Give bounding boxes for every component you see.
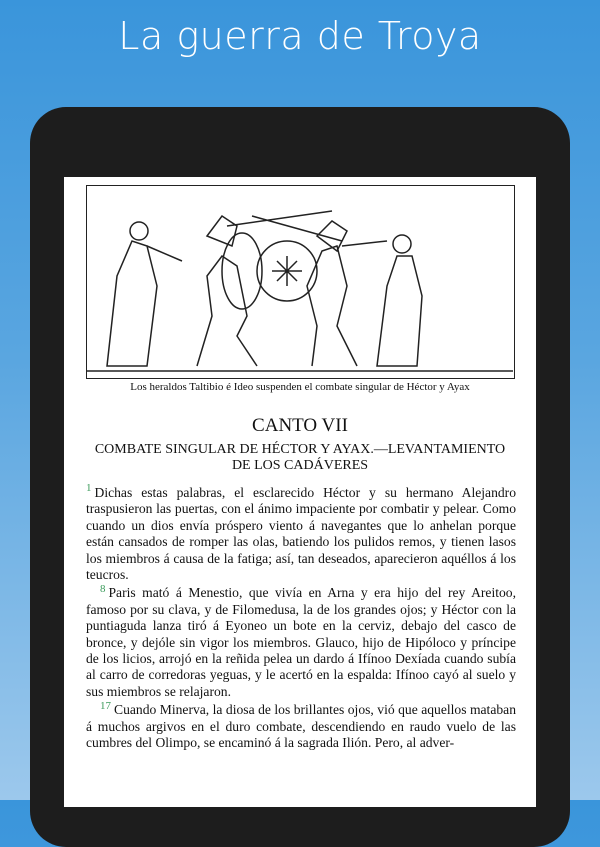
verse-number: 8: [100, 582, 106, 595]
verse-number: 1: [86, 482, 92, 495]
app-title: La guerra de Troya: [118, 14, 482, 58]
paragraph-text: Dichas estas palabras, el esclarecido Héctor y su hermano Alejandro traspusieron las puertas, con el ánimo impaciente por combatir y pelear. Como cuando un dios envía próspero viento á navegantes que lo anhelan porque están cansados de romper las olas, batiendo los pulidos remos, y tienen lasos los miembros á causa de la fatiga; así, tan deseados, aparecieron aquéllos á los teucros.: [86, 485, 516, 583]
paragraph: [86, 582, 516, 700]
paragraph: [86, 482, 516, 583]
verse-number: 17: [100, 699, 111, 712]
battle-illustration: [87, 186, 513, 377]
chapter-subtitle: COMBATE SINGULAR DE HÉCTOR Y AYAX.—LEVANTAMIENTO DE LOS CADÁVERES: [94, 442, 506, 473]
paragraph-text: Cuando Minerva, la diosa de los brillantes ojos, vió que aquellos mataban á muchos argivos en el duro combate, descendiendo en raudo vuelo de las cumbres del Olimpo, se encaminó á la sagrada Ilión. Pero, al adver-: [86, 702, 516, 751]
chapter-text: [86, 482, 516, 754]
chapter-title: CANTO VII: [252, 415, 348, 436]
illustration-image: [86, 185, 515, 379]
paragraph-text: Paris mató á Menestio, que vivía en Arna y era hijo del rey Areitoo, famoso por su clava, y de Filomedusa, la de los grandes ojos; y Héctor con la puntiaguda lanza tiró á Eyoneo un bote en la cerviz, debajo del casco de bronce, y dejóle sin vigor los miembros. Glauco, hijo de Hipóloco y príncipe de los licios, arrojó en la reñida pelea un dardo á Ifínoo Dexíada cuando subía al carro de corredoras yeguas, y le acertó en la espalda: Ifínoo cayó al suelo y sus miembros se relajaron.: [86, 585, 516, 699]
illustration-caption: Los heraldos Taltibio é Ideo suspenden el combate singular de Héctor y Ayax: [130, 381, 470, 393]
paragraph: [86, 699, 516, 751]
book-page[interactable]: [64, 177, 536, 807]
